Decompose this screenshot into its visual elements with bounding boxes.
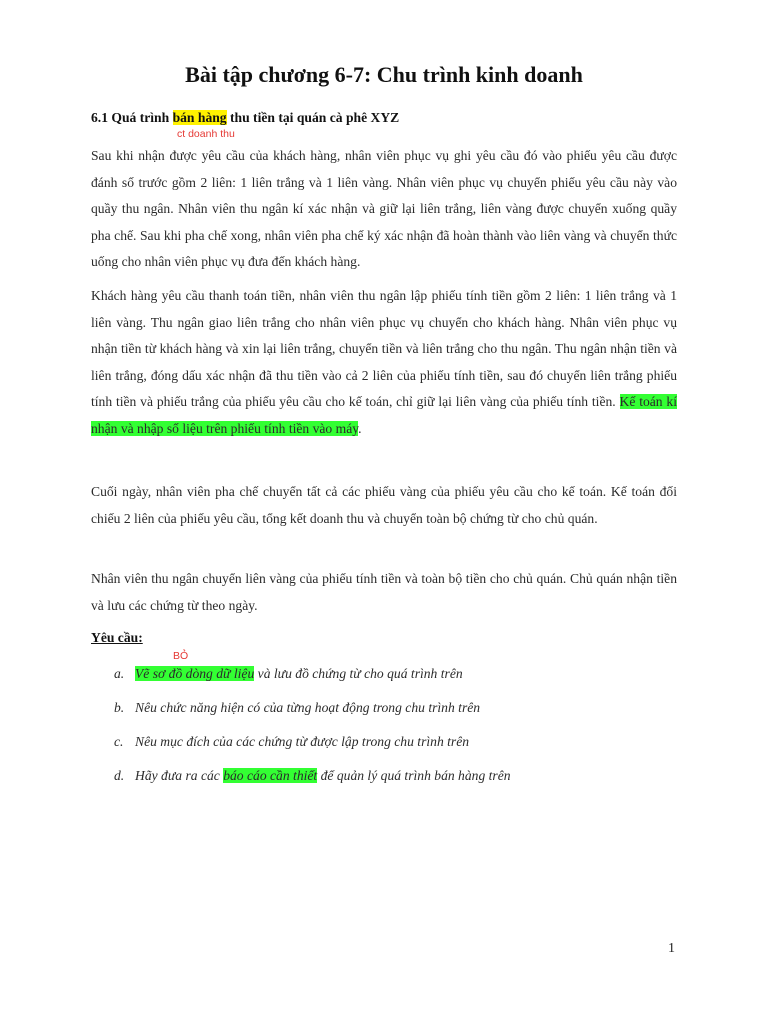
requirement-annotation: BỎ <box>173 650 189 662</box>
paragraph-1: Sau khi nhận được yêu cầu của khách hàng, nhân viên phục vụ ghi yêu cầu đó vào phiếu yêu cầu được đánh số trước gồm 2 liên: 1 liên trắng và 1 liên vàng. Nhân viên phục vụ chuyển phiếu yêu cầu này vào quầy thu ngân. Nhân viên thu ngân kí xác nhận và giữ lại liên trắng, liên vàng được chuyển xuống quầy pha chế. Sau khi pha chế xong, nhân viên pha chế ký xác nhận đã hoàn thành vào liên vàng và chuyển thức uống cho nhân viên phục vụ đưa đến khách hàng. <box>91 148 677 270</box>
requirement-letter: d. <box>114 768 125 783</box>
requirements-label: Yêu cầu: <box>91 630 143 645</box>
requirement-text: Nêu chức năng hiện có của từng hoạt động trong chu trình trên <box>135 700 481 715</box>
requirement-item-d <box>114 765 674 799</box>
requirement-text-after: để quản lý quá trình bán hàng trên <box>317 768 511 783</box>
paragraph-2-end: . <box>358 420 362 436</box>
paragraph-2 <box>91 283 677 443</box>
requirement-text-rest: và lưu đồ chứng từ cho quá trình trên <box>254 666 463 681</box>
requirement-highlight: báo cáo cần thiết <box>223 768 318 783</box>
page-title: Bài tập chương 6-7: Chu trình kinh doanh <box>185 62 583 87</box>
requirement-text <box>135 666 463 682</box>
paragraph-2-text: Khách hàng yêu cầu thanh toán tiền, nhân viên thu ngân lập phiếu tính tiền gồm 2 liên: 1 liên trắng và 1 liên vàng. Thu ngân giao liên trắng cho nhân viên phục vụ chuyển cho khách hàng. Nhân viên phục vụ nhận tiền từ khách hàng và xin lại liên trắng, chuyển tiền và liên trắng cho thu ngân. Thu ngân nhận tiền và liên trắng, đóng dấu xác nhận đã thu tiền vào cả 2 liên của phiếu tính tiền, sau đó chuyển liên trắng phiếu tính tiền và phiếu trắng của phiếu yêu cầu cho kế toán, chỉ giữ lại liên vàng của phiếu tính tiền. <box>91 288 677 410</box>
requirements-list <box>114 663 674 799</box>
requirement-item-c <box>114 731 674 765</box>
page-number: 1 <box>668 941 675 956</box>
heading-highlight: bán hàng <box>172 110 227 125</box>
heading-text-before: 6.1 Quá trình <box>91 110 173 125</box>
requirement-text <box>135 768 511 784</box>
requirement-highlight: Vẽ sơ đồ dòng dữ liệu <box>135 666 255 681</box>
paragraph-4: Nhân viên thu ngân chuyển liên vàng của phiếu tính tiền và toàn bộ tiền cho chủ quán. Chủ quán nhận tiền và lưu các chứng từ theo ngày. <box>91 571 677 613</box>
requirement-item-a <box>114 663 674 697</box>
heading-annotation: ct doanh thu <box>177 128 235 140</box>
paragraph-3: Cuối ngày, nhân viên pha chế chuyển tất cả các phiếu vàng của phiếu yêu cầu cho kế toán. Kế toán đối chiếu 2 liên của phiếu yêu cầu, tổng kết doanh thu và chuyển toàn bộ chứng từ cho chủ quán. <box>91 484 677 526</box>
paragraph-2-highlight: Kế toán kí nhận và nhập số liệu trên phiếu tính tiền vào máy <box>91 394 677 436</box>
requirement-letter: a. <box>114 666 125 681</box>
requirement-text-before: Hãy đưa ra các <box>135 768 224 783</box>
requirement-text: Nêu mục đích của các chứng từ được lập trong chu trình trên <box>135 734 470 749</box>
requirement-item-b <box>114 697 674 731</box>
requirement-letter: b. <box>114 700 125 715</box>
requirement-letter: c. <box>114 734 124 749</box>
section-heading <box>91 110 399 126</box>
heading-text-after: thu tiền tại quán cà phê XYZ <box>226 110 400 125</box>
